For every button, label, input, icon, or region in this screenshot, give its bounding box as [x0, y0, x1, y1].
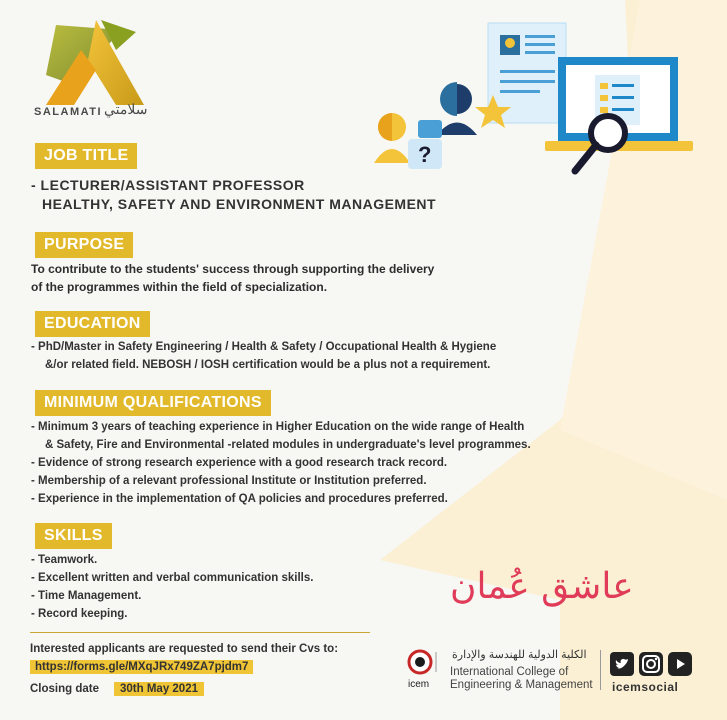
- divider: [30, 632, 370, 633]
- qualification-line-1: - Minimum 3 years of teaching experience in Higher Education on the wide range of Health: [31, 421, 525, 433]
- purpose-line-2: of the programmes within the field of specialization.: [31, 280, 328, 294]
- instagram-icon[interactable]: [639, 652, 663, 676]
- icem-logo: [406, 648, 446, 690]
- svg-text:icem: icem: [408, 679, 430, 690]
- job-title-line-1: - LECTURER/ASSISTANT PROFESSOR: [31, 177, 305, 193]
- brand-latin: SALAMATI: [34, 106, 103, 118]
- closing-date-value: 30th May 2021: [114, 682, 204, 696]
- qualification-line-3: - Evidence of strong research experience with a good research track record.: [31, 457, 448, 469]
- question-bubble-icon: [408, 139, 442, 169]
- college-name-line-1: International College of: [450, 666, 569, 678]
- overlay-arabic-text: عاشق عُمان: [450, 566, 634, 607]
- brand-arabic: سلامتي: [104, 101, 148, 117]
- twitter-icon[interactable]: [610, 652, 634, 676]
- purpose-heading: PURPOSE: [35, 232, 133, 258]
- education-line-2: &/or related field. NEBOSH / IOSH certification would be a plus not a requirement.: [45, 359, 491, 371]
- closing-date-label: Closing date: [30, 683, 100, 695]
- qualifications-heading: MINIMUM QUALIFICATIONS: [35, 390, 271, 416]
- qualification-line-2: & Safety, Fire and Environmental -related modules in undergraduate's level programmes.: [45, 439, 531, 451]
- qualification-line-4: - Membership of a relevant professional Institute or Institution preferred.: [31, 475, 427, 487]
- purpose-line-1: To contribute to the students' success through supporting the delivery: [31, 262, 435, 276]
- svg-text:?: ?: [418, 142, 432, 167]
- skill-line-3: - Time Management.: [31, 590, 142, 602]
- skill-line-1: - Teamwork.: [31, 554, 98, 566]
- job-title-heading: JOB TITLE: [35, 143, 137, 169]
- qualification-line-5: - Experience in the implementation of QA policies and procedures preferred.: [31, 493, 448, 505]
- skill-line-4: - Record keeping.: [31, 608, 128, 620]
- skill-line-2: - Excellent written and verbal communication skills.: [31, 572, 314, 584]
- recruitment-illustration: [360, 15, 700, 185]
- education-line-1: - PhD/Master in Safety Engineering / Health & Safety / Occupational Health & Hygiene: [31, 341, 497, 353]
- college-name-line-2: Engineering & Management: [450, 679, 593, 691]
- application-link[interactable]: https://forms.gle/MXqJRx749ZA7pjdm7: [30, 660, 253, 674]
- social-handle[interactable]: icemsocial: [612, 680, 679, 694]
- youtube-icon[interactable]: [668, 652, 692, 676]
- education-heading: EDUCATION: [35, 311, 150, 337]
- chat-bubble-icon: [418, 120, 442, 138]
- logo-divider: [600, 650, 601, 690]
- apply-intro: Interested applicants are requested to send their Cvs to:: [30, 643, 339, 655]
- college-name-arabic: الكلية الدولية للهندسة والإدارة: [452, 649, 587, 661]
- skills-heading: SKILLS: [35, 523, 112, 549]
- job-title-line-2: HEALTHY, SAFETY AND ENVIRONMENT MANAGEMENT: [42, 196, 437, 212]
